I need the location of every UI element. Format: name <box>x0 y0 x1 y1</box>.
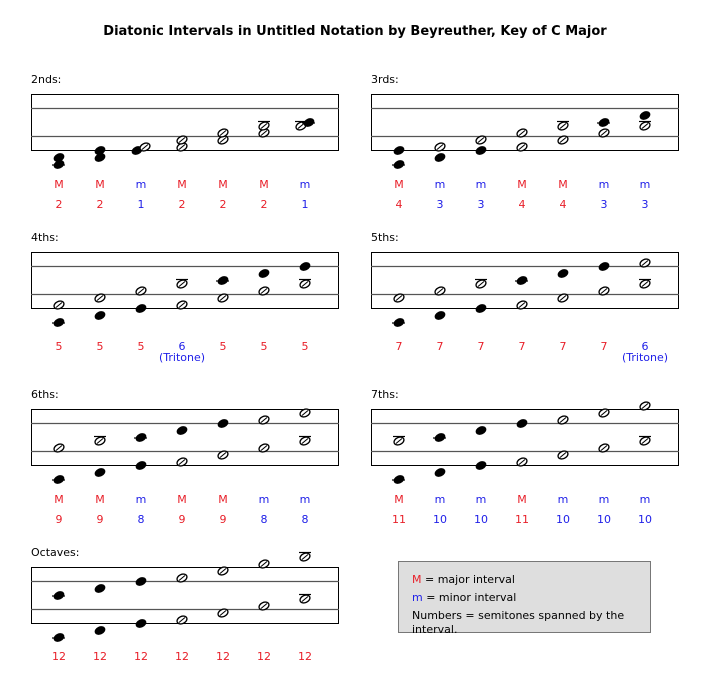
interval-quality: m <box>135 493 147 506</box>
interval-chord <box>598 261 610 296</box>
interval-chord <box>392 436 405 485</box>
semitone-row <box>371 340 691 364</box>
interval-quality: m <box>299 178 311 191</box>
section-5ths <box>371 231 710 381</box>
interval-chord <box>475 135 487 156</box>
filled-notehead-icon <box>135 303 147 314</box>
semitone-count: 10 <box>474 513 488 526</box>
filled-notehead-icon <box>258 268 270 279</box>
interval-chord <box>299 552 311 605</box>
interval-quality: m <box>258 493 270 506</box>
interval-quality: M <box>177 493 187 506</box>
interval-quality: m <box>135 178 147 191</box>
section-label: 2nds: <box>31 73 62 86</box>
interval-quality: M <box>177 178 187 191</box>
semitone-row <box>31 513 351 527</box>
interval-quality: m <box>475 493 487 506</box>
semitone-count: 10 <box>556 513 570 526</box>
semitone-count: 3 <box>641 198 649 211</box>
semitone-count: 4 <box>395 198 403 211</box>
interval-chord <box>176 573 188 626</box>
interval-quality: m <box>434 178 446 191</box>
quality-row <box>31 493 351 507</box>
semitone-count: 2 <box>178 198 186 211</box>
semitone-count: 8 <box>260 513 268 526</box>
semitone-row <box>31 650 351 664</box>
filled-notehead-icon <box>516 418 528 429</box>
semitone-count: 5 <box>260 340 268 353</box>
semitone-count: 9 <box>219 513 227 526</box>
interval-quality: M <box>218 493 228 506</box>
interval-chord <box>516 418 528 467</box>
semitone-count: 2 <box>219 198 227 211</box>
semitone-row <box>371 198 691 212</box>
interval-chord <box>52 443 65 485</box>
interval-chord <box>434 286 446 321</box>
interval-quality: m <box>557 493 569 506</box>
semitone-count: 7 <box>436 340 444 353</box>
semitone-count: 3 <box>436 198 444 211</box>
semitone-count: 10 <box>638 513 652 526</box>
filled-notehead-icon <box>176 425 188 436</box>
interval-chord <box>176 425 188 467</box>
interval-chord <box>392 145 405 170</box>
semitone-count: 9 <box>96 513 104 526</box>
interval-chord <box>392 293 405 328</box>
section-2nds <box>31 73 371 223</box>
interval-quality: M <box>54 178 64 191</box>
semitone-count: 7 <box>477 340 485 353</box>
filled-notehead-icon <box>557 268 569 279</box>
interval-chord <box>217 566 229 619</box>
filled-notehead-icon <box>475 303 487 314</box>
interval-quality: m <box>639 178 651 191</box>
filled-notehead-icon <box>598 261 610 272</box>
semitone-count: 10 <box>597 513 611 526</box>
staff <box>371 73 710 173</box>
section-6ths <box>31 388 371 538</box>
semitone-count: 9 <box>55 513 63 526</box>
semitone-count: 7 <box>600 340 608 353</box>
interval-chord <box>515 275 528 310</box>
semitone-count: 4 <box>559 198 567 211</box>
semitone-count: 7 <box>395 340 403 353</box>
interval-quality: M <box>517 493 527 506</box>
semitone-count: 8 <box>301 513 309 526</box>
semitone-count: 5 <box>96 340 104 353</box>
legend-numbers-line: Numbers = semitones spanned by the interval. <box>412 609 625 636</box>
semitone-count: 7 <box>518 340 526 353</box>
filled-notehead-icon <box>135 618 147 629</box>
staff <box>31 546 376 646</box>
legend-minor-symbol: m <box>412 591 423 604</box>
semitone-count: 1 <box>301 198 309 211</box>
section-3rds <box>371 73 710 223</box>
page-title: Diatonic Intervals in Untitled Notation by Beyreuther, Key of C Major <box>103 24 607 39</box>
interval-chord <box>258 559 270 612</box>
interval-chord <box>434 142 446 163</box>
interval-chord <box>557 121 569 146</box>
filled-notehead-icon <box>135 576 147 587</box>
interval-quality: M <box>95 178 105 191</box>
interval-chord <box>557 268 569 303</box>
semitone-count: 4 <box>518 198 526 211</box>
filled-notehead-icon <box>94 467 106 478</box>
interval-chord <box>94 145 106 163</box>
section-label: 3rds: <box>371 73 399 86</box>
interval-chord <box>131 142 151 156</box>
semitone-count: 6 <box>178 340 186 353</box>
semitone-count: 10 <box>433 513 447 526</box>
semitone-count: 7 <box>559 340 567 353</box>
semitone-count: 12 <box>175 650 189 663</box>
semitone-count: 3 <box>600 198 608 211</box>
semitone-count: 12 <box>257 650 271 663</box>
staff <box>371 388 710 488</box>
interval-chord <box>94 436 106 478</box>
semitone-count: 6 <box>641 340 649 353</box>
interval-quality: M <box>259 178 269 191</box>
filled-notehead-icon <box>639 110 651 121</box>
interval-chord <box>52 590 65 643</box>
interval-quality: m <box>299 493 311 506</box>
semitone-row <box>31 340 351 364</box>
interval-quality: m <box>639 493 651 506</box>
quality-row <box>371 178 691 192</box>
interval-chord <box>639 258 651 290</box>
interval-chord <box>216 275 229 303</box>
section-label: 7ths: <box>371 388 399 401</box>
semitone-count: 12 <box>216 650 230 663</box>
interval-quality: M <box>95 493 105 506</box>
staff <box>31 388 376 488</box>
legend-major-line <box>412 573 515 587</box>
interval-chord <box>258 415 270 454</box>
interval-chord <box>475 425 487 471</box>
legend-major-symbol: M <box>412 573 422 586</box>
legend-minor-text: = minor interval <box>422 591 517 604</box>
semitone-row <box>371 513 691 527</box>
interval-chord <box>258 268 270 296</box>
interval-quality: m <box>598 493 610 506</box>
interval-chord <box>299 408 311 447</box>
legend-box <box>398 561 651 636</box>
interval-chord <box>258 121 270 139</box>
interval-quality: M <box>517 178 527 191</box>
semitone-count: 12 <box>134 650 148 663</box>
interval-chord <box>598 408 610 454</box>
semitone-count: 1 <box>137 198 145 211</box>
filled-notehead-icon <box>393 145 405 156</box>
semitone-row <box>31 198 351 212</box>
filled-notehead-icon <box>434 152 446 163</box>
interval-quality: m <box>598 178 610 191</box>
section-label: Octaves: <box>31 546 80 559</box>
filled-notehead-icon <box>94 310 106 321</box>
quality-row <box>31 178 351 192</box>
legend-major-text: = major interval <box>421 573 515 586</box>
section-label: 4ths: <box>31 231 59 244</box>
interval-chord <box>475 279 487 314</box>
interval-chord <box>135 286 147 314</box>
section-7ths <box>371 388 710 538</box>
interval-chord <box>135 576 147 629</box>
tritone-note: (Tritone) <box>621 351 669 364</box>
interval-quality: m <box>475 178 487 191</box>
semitone-count: 12 <box>93 650 107 663</box>
semitone-count: 5 <box>137 340 145 353</box>
legend-minor-line <box>412 591 516 605</box>
filled-notehead-icon <box>434 310 446 321</box>
interval-quality: m <box>434 493 446 506</box>
interval-quality: M <box>394 178 404 191</box>
tritone-note: (Tritone) <box>158 351 206 364</box>
interval-chord <box>597 117 610 138</box>
semitone-count: 12 <box>52 650 66 663</box>
interval-chord <box>295 117 315 131</box>
interval-chord <box>217 418 229 460</box>
section-octaves <box>31 546 371 696</box>
filled-notehead-icon <box>434 467 446 478</box>
filled-notehead-icon <box>94 583 106 594</box>
interval-chord <box>217 128 229 146</box>
quality-row <box>371 493 691 507</box>
staff <box>371 231 710 331</box>
staff <box>31 73 376 173</box>
semitone-count: 3 <box>477 198 485 211</box>
semitone-count: 11 <box>392 513 406 526</box>
filled-notehead-icon <box>217 418 229 429</box>
semitone-count: 2 <box>96 198 104 211</box>
interval-chord <box>52 300 65 328</box>
filled-notehead-icon <box>475 145 487 156</box>
interval-chord <box>94 293 106 321</box>
semitone-count: 2 <box>55 198 63 211</box>
semitone-count: 5 <box>55 340 63 353</box>
semitone-count: 9 <box>178 513 186 526</box>
interval-chord <box>557 415 569 461</box>
interval-quality: M <box>394 493 404 506</box>
staff <box>31 231 376 331</box>
section-label: 5ths: <box>371 231 399 244</box>
semitone-count: 5 <box>301 340 309 353</box>
filled-notehead-icon <box>299 261 311 272</box>
interval-chord <box>52 152 65 170</box>
interval-quality: M <box>218 178 228 191</box>
semitone-count: 11 <box>515 513 529 526</box>
semitone-count: 8 <box>137 513 145 526</box>
interval-chord <box>639 110 651 131</box>
interval-chord <box>516 128 528 153</box>
section-4ths <box>31 231 371 381</box>
interval-chord <box>433 432 446 478</box>
filled-notehead-icon <box>475 425 487 436</box>
semitone-count: 12 <box>298 650 312 663</box>
filled-notehead-icon <box>475 460 487 471</box>
section-label: 6ths: <box>31 388 59 401</box>
interval-quality: M <box>54 493 64 506</box>
interval-quality: M <box>558 178 568 191</box>
interval-chord <box>299 261 311 289</box>
semitone-count: 5 <box>219 340 227 353</box>
filled-notehead-icon <box>94 625 106 636</box>
semitone-count: 2 <box>260 198 268 211</box>
interval-chord <box>176 135 188 153</box>
filled-notehead-icon <box>135 460 147 471</box>
